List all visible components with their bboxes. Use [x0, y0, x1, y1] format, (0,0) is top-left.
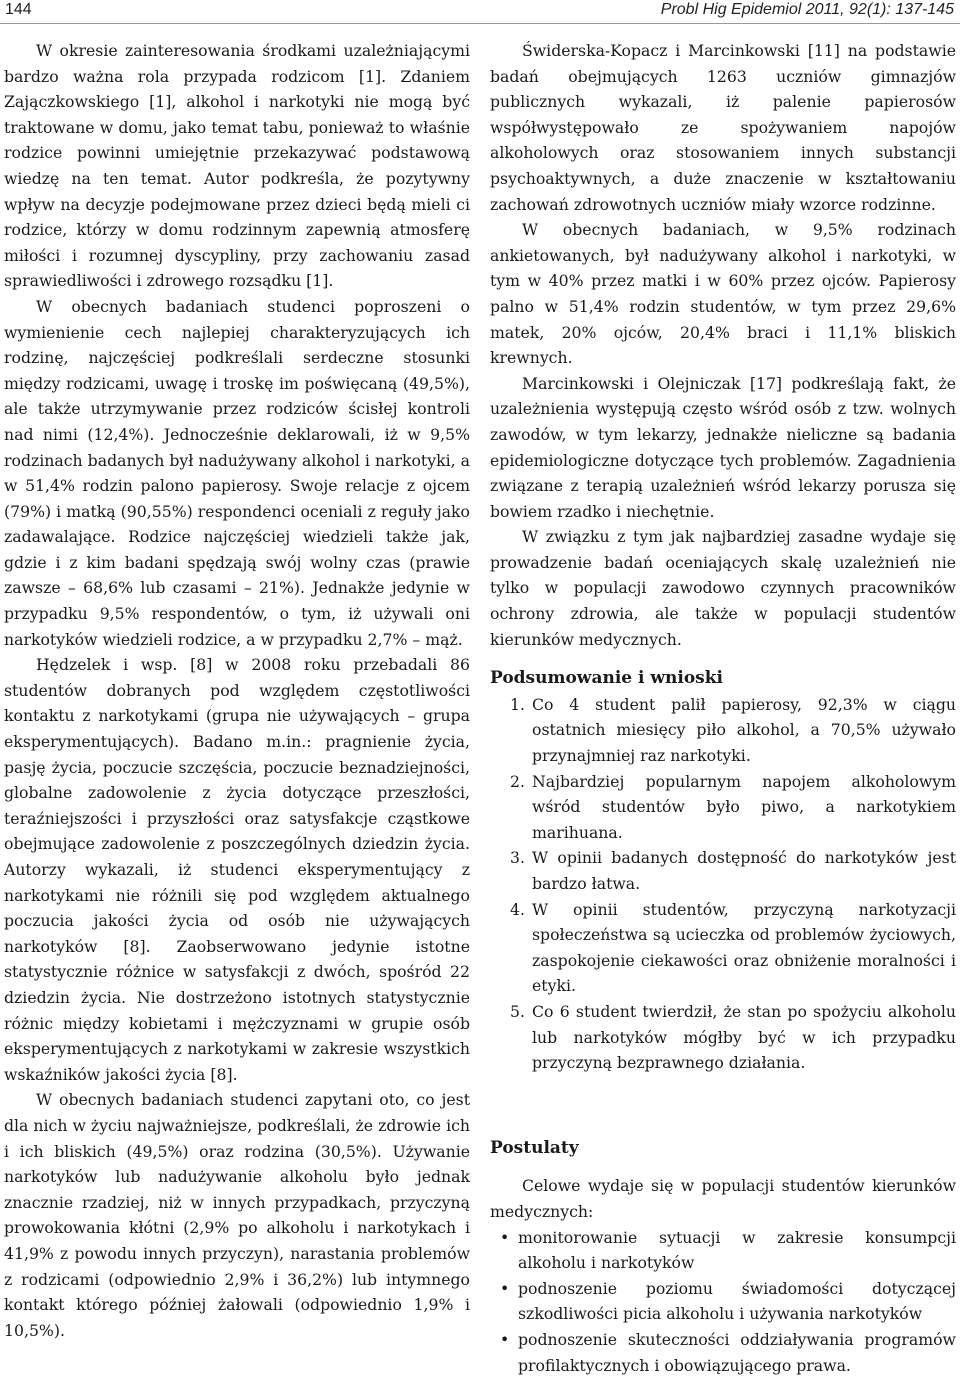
body-paragraph: Marcinkowski i Olejniczak [17] podkreślają fakt, że uzależnienia występują często wśród osób z tzw. wolnych zawodów, w tym lekarzy, jednakże nieliczne są badania epidemiologiczne dotyczące tych problemów. Zagadnienia związane z terapią uzależnień wśród lekarzy porusza się bowiem rzadko i niechętnie. [490, 373, 956, 521]
page-number: 144 [5, 1, 32, 18]
right-column [490, 38, 956, 1378]
list-item: 3. W opinii badanych dostępność do narkotyków jest bardzo łatwa. [530, 845, 956, 896]
body-paragraph: Hędzelek i wsp. [8] w 2008 roku przebadali 86 studentów dobranych pod względem częstotliwości kontaktu z narkotykami (grupa nie używających – grupa eksperymentujących). Badano m.in.: pragnienie życia, pasję życia, poczucie szczęścia, poczucie beznadziejności, globalne zadowolenie z życia dotyczące przeszłości, teraźniejszości i przyszłości oraz satysfakcje cząstkowe obejmujące zadowolenie z poszczególnych dziedzin życia. Autorzy wykazali, iż studenci eksperymentujący z narkotykami nie różnili się pod względem aktualnego poczucia jakości życia od osób nie używających narkotyków [8]. Zaobserwowano jedynie istotne statystycznie różnice w satysfakcji z dwóch, spośród 22 dziedzin życia. Nie dostrzeżono istotnych statystycznie różnic między kobietami i mężczyznami w grupie osób eksperymentujących z narkotykami w zakresie wszystkich wskaźników jakości życia [8]. [4, 655, 470, 1084]
running-head [0, 0, 960, 24]
bullet-icon: • [500, 1278, 510, 1298]
conclusions-list [490, 692, 956, 1076]
list-item: 2. Najbardziej popularnym napojem alkoholowym wśród studentów było piwo, a narkotykiem marihuana. [530, 769, 956, 846]
bullet-icon: • [500, 1227, 510, 1247]
body-paragraph: W obecnych badaniach studenci poproszeni o wymienienie cech najlepiej charakteryzujących ich rodzinę, najczęściej podkreślali serdeczne stosunki między rodzicami, uwagę i troskę im poświęcaną (49,5%), ale także utrzymywanie przez rodziców ścisłej kontroli nad nimi (12,4%). Jednocześnie deklarowali, iż w 9,5% rodzinach badanych był nadużywany alkohol i narkotyki, a w 51,4% rodzin palono papierosy. Swoje relacje z ojcem (79%) i matką (90,55%) respondenci oceniali z reguły jako zadawalające. Rodzice najczęściej wiedzieli także jak, gdzie i z kim badani spędzają swój wolny czas (prawie zawsze – 68,6% lub czasami – 21%). Jednakże jedynie w przypadku 9,5% respondentów, o tym, iż używali oni narkotyków wiedzieli rodzice, a w przypadku 2,7% – mąż. [4, 296, 470, 649]
bullet-icon: • [500, 1329, 510, 1349]
list-item [500, 1276, 956, 1327]
left-column [4, 38, 470, 1343]
postulates-list [490, 1225, 956, 1379]
body-paragraph: W obecnych badaniach studenci zapytani oto, co jest dla nich w życiu najważniejsze, podkreślali, że zdrowie ich i ich bliskich (49,5%) oraz rodzina (30,5%). Używanie narkotyków lub nadużywanie alkoholu było jednak znacznie rzadziej, niż w innych przypadkach, przyczyną prowokowania kłótni (2,9% po alkoholu i narkotykach i 41,9% z powodu innych przyczyn), narastania problemów z rodzicami (odpowiednio 2,9% i 36,2%) lub intymnego kontakt którego później żałowali (odpowiednio 1,9% i 10,5%). [4, 1090, 470, 1340]
list-item: 5. Co 6 student twierdził, że stan po spożyciu alkoholu lub narkotyków mógłby być w ich przypadku przyczyną bezprawnego działania. [530, 999, 956, 1076]
section-heading-conclusions: Podsumowanie i wnioski [490, 668, 723, 689]
body-paragraph: W związku z tym jak najbardziej zasadne wydaje się prowadzenie badań oceniających skalę uzależnień nie tylko w populacji zawodowo czynnych pracowników ochrony zdrowia, ale także w populacji studentów kierunków medycznych. [490, 527, 956, 649]
list-item-text: podnoszenie poziomu świadomości dotyczącej szkodliwości picia alkoholu i używania narkotyków [518, 1278, 956, 1324]
postulates-intro: Celowe wydaje się w populacji studentów kierunków medycznych: [490, 1176, 956, 1221]
list-item-text: monitorowanie sytuacji w zakresie konsumpcji alkoholu i narkotyków [518, 1227, 956, 1273]
list-item: 4. W opinii studentów, przyczyną narkotyzacji społeczeństwa są ucieczka od problemów życiowych, zaspokojenie ciekawości oraz obniżenie moralności i etyki. [530, 897, 956, 999]
journal-citation: Probl Hig Epidemiol 2011, 92(1): 137-145 [660, 1, 954, 18]
list-item: 1. Co 4 student palił papierosy, 92,3% w ciągu ostatnich miesięcy piło alkohol, a 70,5% używało przynajmniej raz narkotyki. [530, 692, 956, 769]
body-paragraph: Świderska-Kopacz i Marcinkowski [11] na podstawie badań obejmujących 1263 uczniów gimnazjów publicznych wykazali, iż palenie papierosów współwystępowało ze spożywaniem napojów alkoholowych oraz stosowaniem innych substancji psychoaktywnych, a duże znaczenie w kształtowaniu zachowań zdrowotnych uczniów miały wzorce rodzinne. [490, 41, 956, 214]
list-item-text: podnoszenie skuteczności oddziaływania programów profilaktycznych i obowiązującego prawa. [518, 1329, 956, 1375]
list-item [500, 1327, 956, 1378]
body-paragraph: W okresie zainteresowania środkami uzależniającymi bardzo ważna rola przypada rodzicom [1]. Zdaniem Zajączkowskiego [1], alkohol i narkotyki nie mogą być traktowane w domu, jako temat tabu, ponieważ to właśnie rodzice powinni umiejętnie przekazywać podstawową wiedzę na ten temat. Autor podkreśla, że pozytywny wpływ na decyzje podejmowane przez dzieci będą mieli ci rodzice, którzy w domu rodzinnym zapewnią atmosferę miłości i rozumnej dyscypliny, przy zachowaniu zasad sprawiedliwości i zdrowego rozsądku [1]. [4, 41, 470, 291]
body-paragraph: W obecnych badaniach, w 9,5% rodzinach ankietowanych, był nadużywany alkohol i narkotyki, w tym w 40% przez matki i w 60% przez ojców. Papierosy palno w 51,4% rodzin studentów, w tym przez 29,6% matek, 20% ojców, 20,4% braci i 11,1% bliskich krewnych. [490, 220, 956, 368]
section-heading-postulates: Postulaty [490, 1137, 579, 1158]
list-item [500, 1225, 956, 1276]
